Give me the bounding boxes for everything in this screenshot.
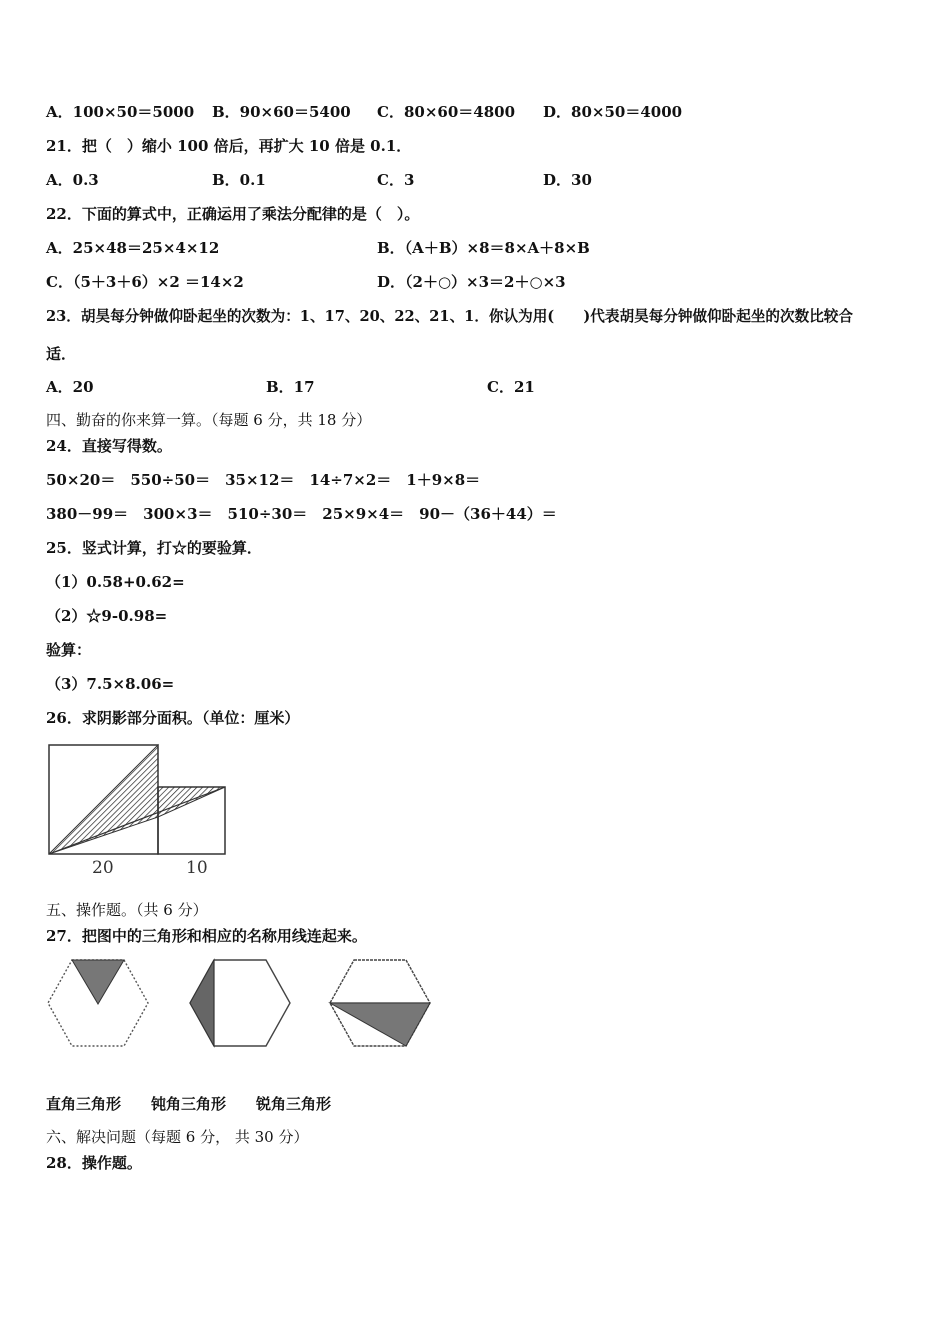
q25-part-3: （3）7.5×8.06= — [46, 675, 175, 693]
q23-option-b: B．17 — [266, 378, 315, 396]
q22-option-b: B．（A＋B）×8＝8×A＋8×B — [377, 239, 590, 257]
hexagon-figure-1 — [46, 955, 151, 1050]
q22-option-d: D．（2＋○）×3＝2＋○×3 — [377, 273, 566, 291]
q23-option-c: C．21 — [487, 378, 535, 396]
q23-question-cont: 适． — [46, 345, 77, 363]
q20-option-d: D．80×50＝4000 — [543, 103, 683, 121]
q24-row-2: 380－99＝ 300×3＝ 510÷30＝ 25×9×4＝ 90－（36＋44）＝ — [46, 505, 557, 523]
q25-part-1: （1）0.58+0.62= — [46, 573, 185, 591]
q21-question: 21．把（ ）缩小 100 倍后，再扩大 10 倍是 0.1． — [46, 137, 412, 155]
q26-shaded-area-figure — [40, 740, 240, 880]
q26-label-20: 20 — [92, 858, 114, 878]
hexagon-figure-3 — [328, 955, 433, 1050]
q20-option-b: B．90×60＝5400 — [212, 103, 351, 121]
q24-question: 24．直接写得数。 — [46, 437, 172, 455]
q25-question: 25．竖式计算，打☆的要验算． — [46, 539, 262, 557]
q25-check-label: 验算： — [46, 641, 92, 659]
q21-option-b: B．0.1 — [212, 171, 266, 189]
q22-question: 22．下面的算式中，正确运用了乘法分配律的是（ ）。 — [46, 205, 420, 223]
q25-part-2: （2）☆9-0.98= — [46, 607, 168, 625]
q26-question: 26．求阴影部分面积。（单位：厘米） — [46, 709, 300, 727]
q21-option-c: C．3 — [377, 171, 415, 189]
q22-option-c: C．（5＋3＋6）×2 ＝14×2 — [46, 273, 244, 291]
q27-question: 27．把图中的三角形和相应的名称用线连起来。 — [46, 927, 367, 945]
q23-option-a: A．20 — [46, 378, 94, 396]
q20-option-c: C．80×60＝4800 — [377, 103, 516, 121]
q26-label-10: 10 — [186, 858, 208, 878]
q22-option-a: A．25×48＝25×4×12 — [46, 239, 220, 257]
q27-triangle-names: 直角三角形 钝角三角形 锐角三角形 — [46, 1095, 332, 1113]
q20-option-a: A．100×50＝5000 — [46, 103, 195, 121]
q21-option-d: D．30 — [543, 171, 592, 189]
q21-option-a: A．0.3 — [46, 171, 99, 189]
section-4-heading: 四、勤奋的你来算一算。（每题 6 分，共 18 分） — [46, 411, 372, 429]
q23-question: 23．胡昊每分钟做仰卧起坐的次数为：1、17、20、22、21、1．你认为用( )代表胡昊每分钟做仰卧起坐的次数比较合 — [46, 308, 853, 325]
hexagon-figure-2 — [188, 955, 293, 1050]
q24-row-1: 50×20＝ 550÷50＝ 35×12＝ 14÷7×2＝ 1＋9×8＝ — [46, 471, 481, 489]
section-5-heading: 五、操作题。（共 6 分） — [46, 901, 208, 919]
q28-question: 28．操作题。 — [46, 1154, 142, 1172]
section-6-heading: 六、解决问题（每题 6 分， 共 30 分） — [46, 1128, 309, 1146]
